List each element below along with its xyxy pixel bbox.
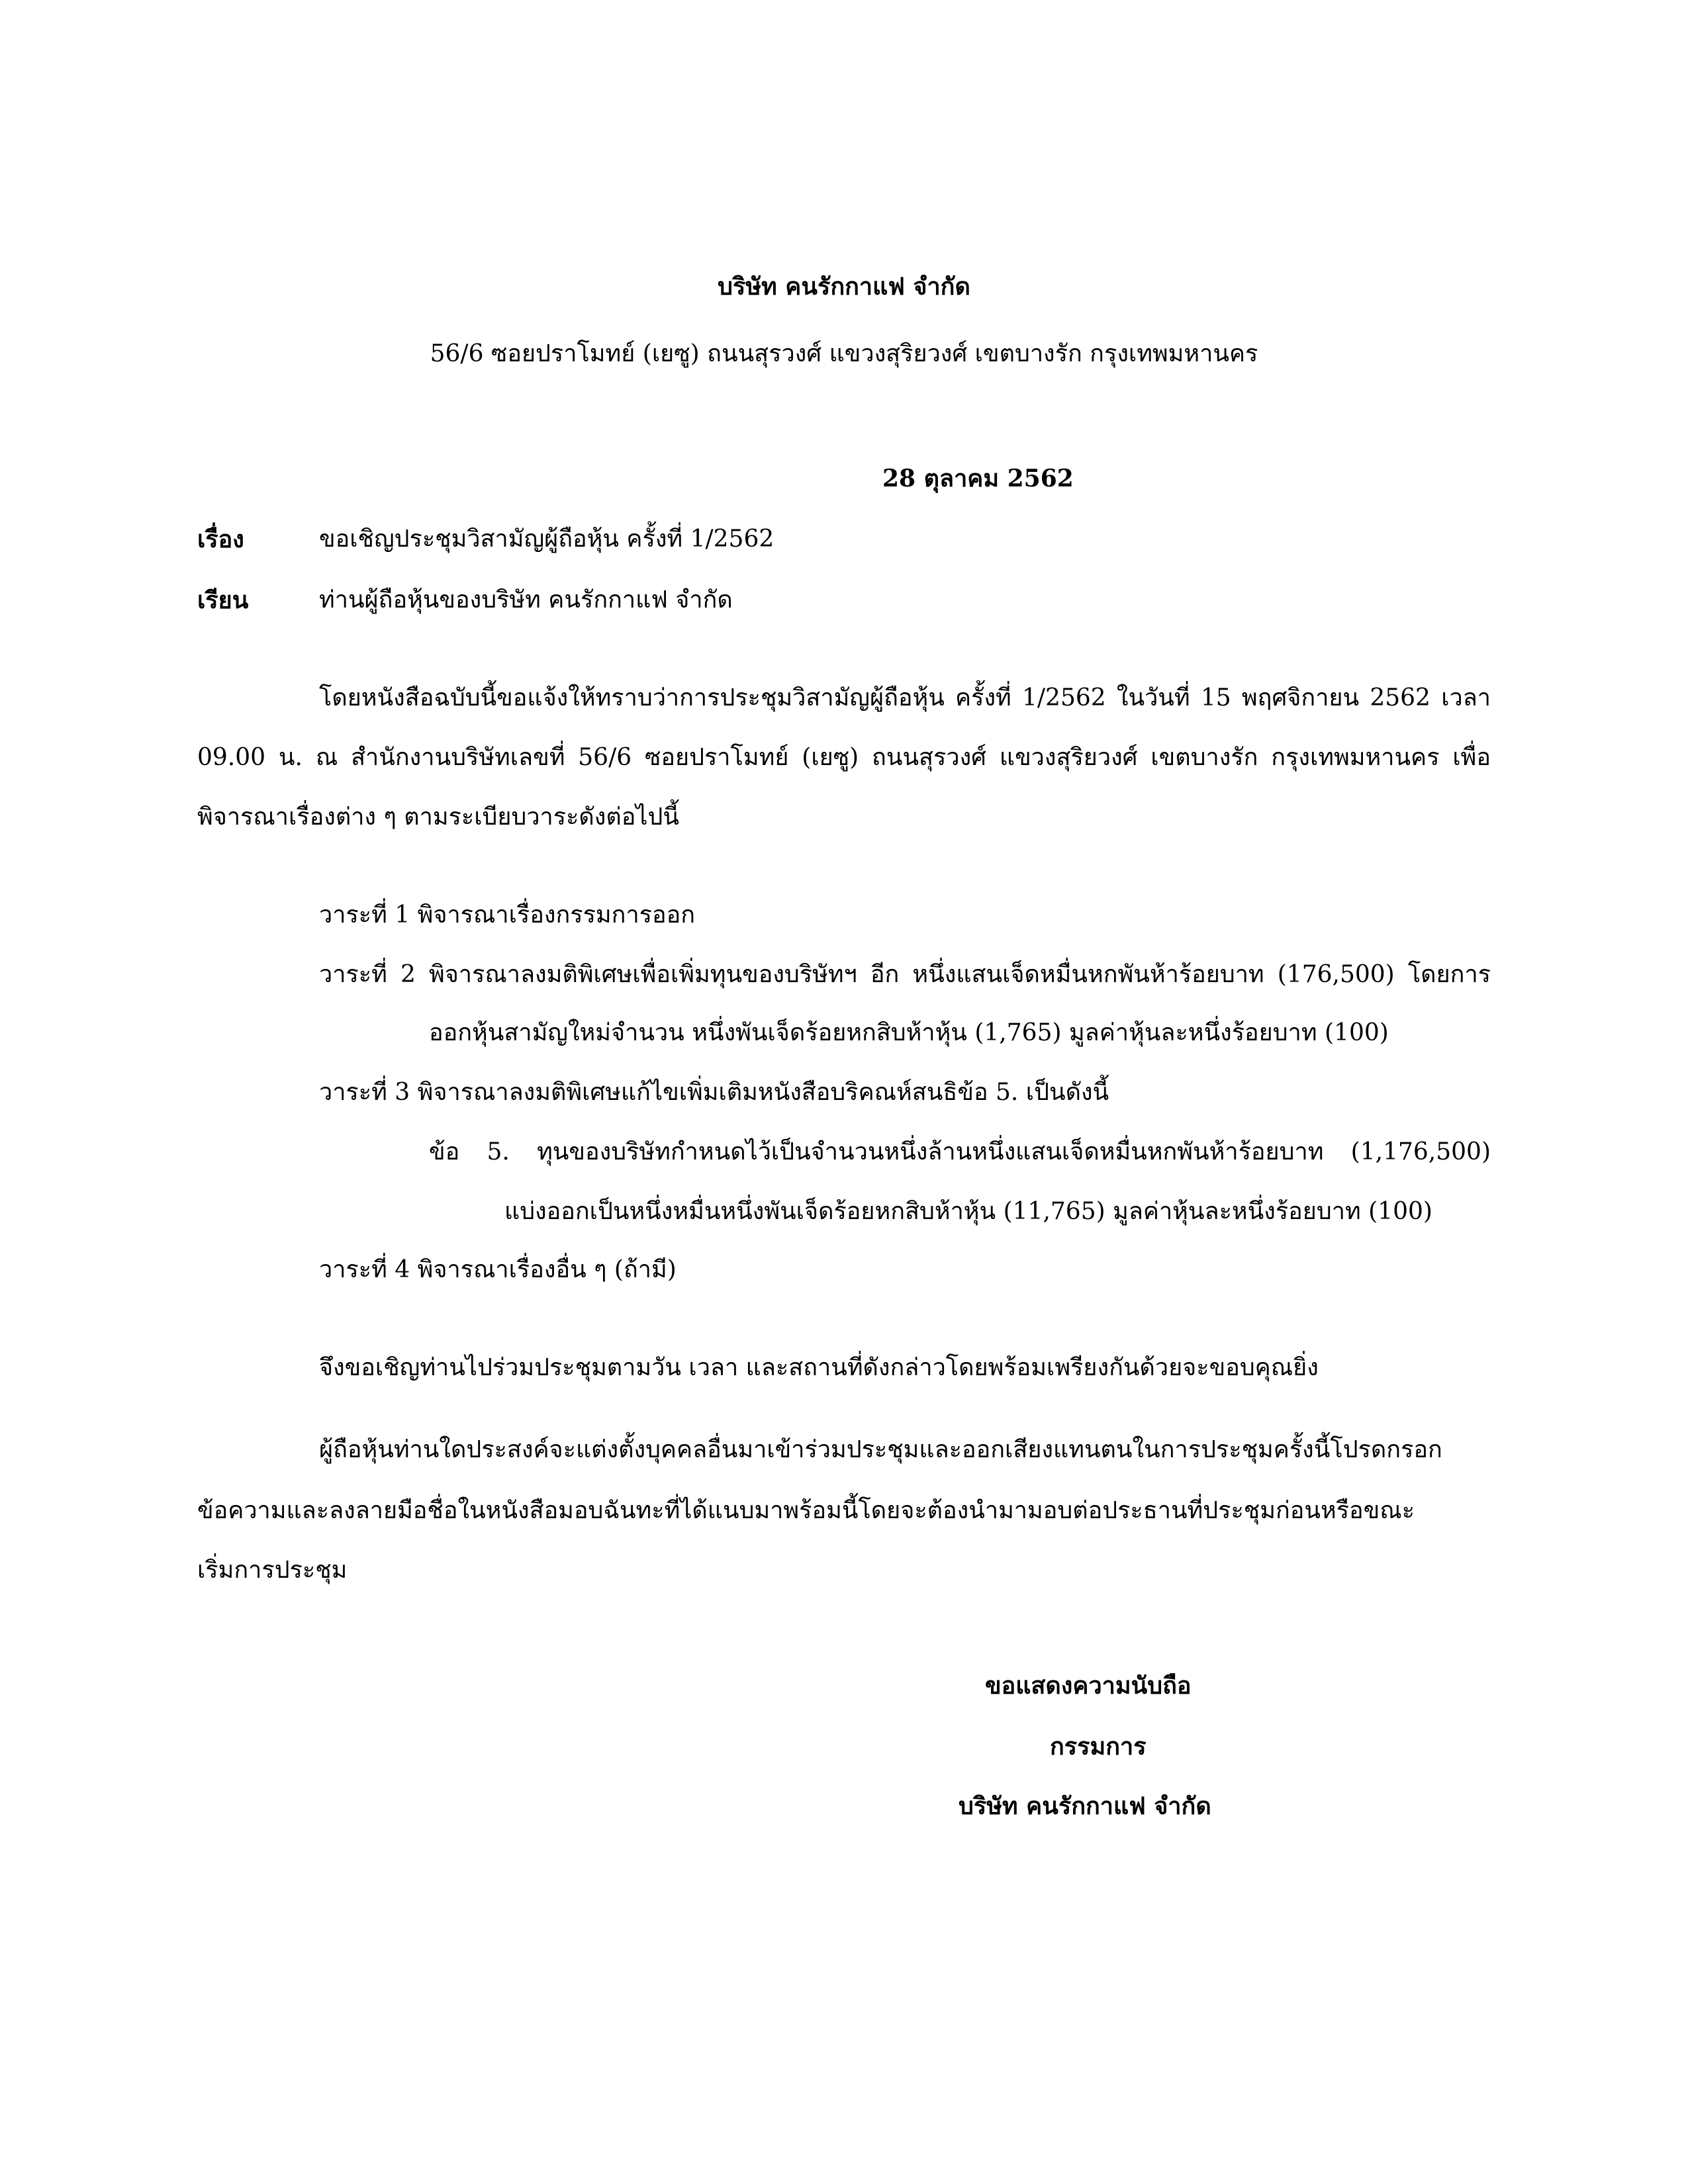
closing-salutation: ขอแสดงความนับถือ: [985, 1672, 1192, 1700]
subject-label: เรื่อง: [197, 525, 244, 553]
recipient-label: เรียน: [197, 586, 249, 614]
agenda-item-4: วาระที่ 4 พิจารณาเรื่องอื่น ๆ (ถ้ามี): [319, 1256, 677, 1283]
invitation-text: จึงขอเชิญท่านไปร่วมประชุมตามวัน เวลา และสถานที่ดังกล่าวโดยพร้อมเพรียงกันด้วยจะขอบคุณยิ่ง: [319, 1354, 1319, 1381]
proxy-line-2: ข้อความและลงลายมือชื่อในหนังสือมอบฉันทะที่ได้แนบมาพร้อมนี้โดยจะต้องนำมามอบต่อประธานที่ประชุมก่อนหรือขณะ: [197, 1497, 1415, 1524]
agenda-item-1: วาระที่ 1 พิจารณาเรื่องกรรมการออก: [319, 901, 696, 929]
company-name: บริษัท คนรักกาแฟ จำกัด: [718, 273, 970, 300]
agenda-item-2-line-1: วาระที่ 2 พิจารณาลงมติพิเศษเพื่อเพิ่มทุนของบริษัทฯ อีก หนึ่งแสนเจ็ดหมื่นหกพันห้าร้อยบาท (176,500) โดยการ: [319, 961, 1491, 988]
agenda-item-3-clause-line-1: ข้อ 5. ทุนของบริษัทกำหนดไว้เป็นจำนวนหนึ่งล้านหนึ่งแสนเจ็ดหมื่นหกพันห้าร้อยบาท (1,176,500): [429, 1138, 1491, 1165]
intro-line-3: พิจารณาเรื่องต่าง ๆ ตามระเบียบวาระดังต่อไปนี้: [197, 803, 679, 831]
intro-line-2: 09.00 น. ณ สำนักงานบริษัทเลขที่ 56/6 ซอยปราโมทย์ (เยซู) ถนนสุรวงศ์ แขวงสุริยวงศ์ เขตบางรัก กรุงเทพมหานคร เพื่อ: [197, 744, 1491, 771]
signatory-title: กรรมการ: [1050, 1733, 1147, 1760]
recipient-text: ท่านผู้ถือหุ้นของบริษัท คนรักกาแฟ จำกัด: [319, 586, 733, 614]
company-address: 56/6 ซอยปราโมทย์ (เยซู) ถนนสุรวงศ์ แขวงสุริยวงศ์ เขตบางรัก กรุงเทพมหานคร: [430, 340, 1258, 367]
proxy-line-1: ผู้ถือหุ้นท่านใดประสงค์จะแต่งตั้งบุคคลอื่นมาเข้าร่วมประชุมและออกเสียงแทนตนในการประชุมครั้งนี้โปรดกรอก: [319, 1436, 1442, 1463]
signatory-company: บริษัท คนรักกาแฟ จำกัด: [959, 1792, 1211, 1820]
proxy-line-3: เริ่มการประชุม: [197, 1557, 348, 1584]
agenda-item-3-clause-line-2: แบ่งออกเป็นหนึ่งหมื่นหนึ่งพันเจ็ดร้อยหกสิบห้าหุ้น (11,765) มูลค่าหุ้นละหนึ่งร้อยบาท (100): [504, 1198, 1432, 1225]
letter-date: 28 ตุลาคม 2562: [882, 465, 1074, 492]
subject-text: ขอเชิญประชุมวิสามัญผู้ถือหุ้น ครั้งที่ 1/2562: [319, 525, 774, 553]
intro-line-1: โดยหนังสือฉบับนี้ขอแจ้งให้ทราบว่าการประชุมวิสามัญผู้ถือหุ้น ครั้งที่ 1/2562 ในวันที่ 15 พฤศจิกายน 2562 เวลา: [319, 684, 1491, 711]
agenda-item-3: วาระที่ 3 พิจารณาลงมติพิเศษแก้ไขเพิ่มเติมหนังสือบริคณห์สนธิข้อ 5. เป็นดังนี้: [319, 1079, 1109, 1106]
agenda-item-2-line-2: ออกหุ้นสามัญใหม่จำนวน หนึ่งพันเจ็ดร้อยหกสิบห้าหุ้น (1,765) มูลค่าหุ้นละหนึ่งร้อยบาท (100): [429, 1019, 1389, 1046]
